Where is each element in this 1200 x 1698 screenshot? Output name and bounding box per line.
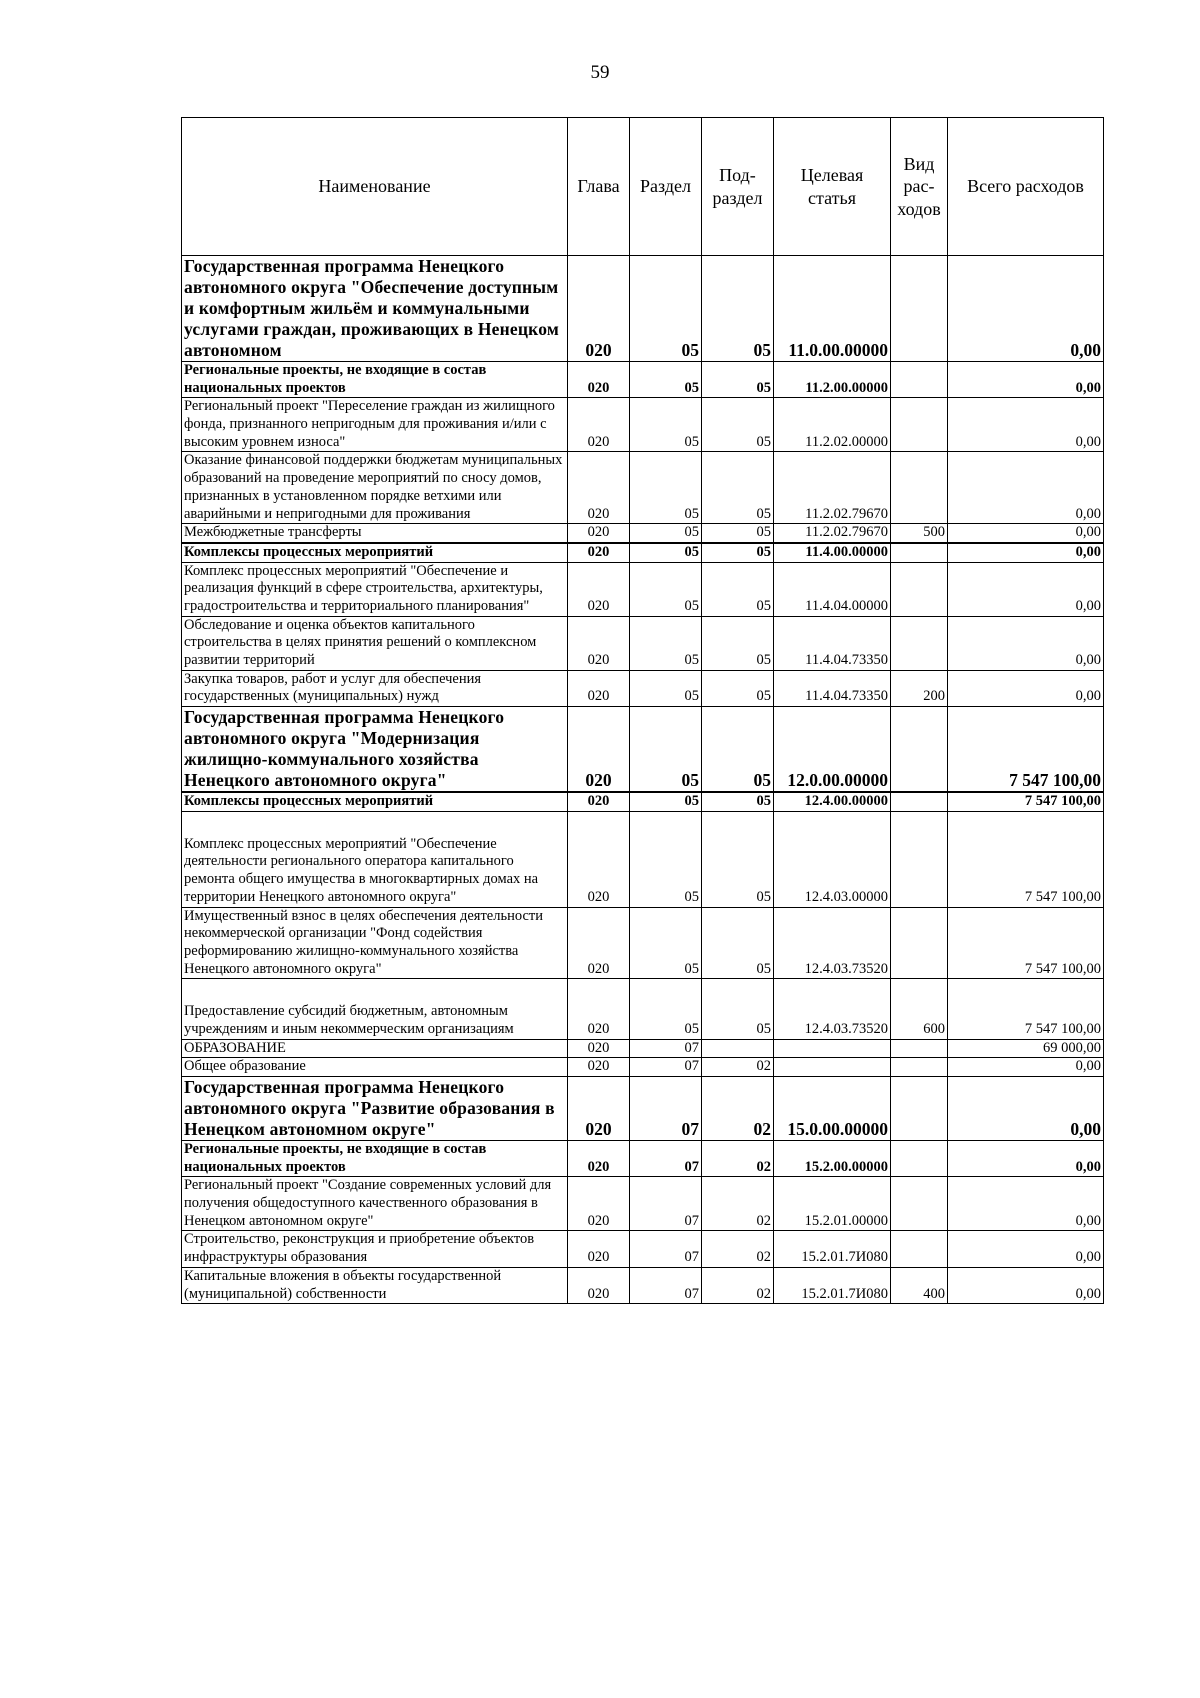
cell-section: 05: [630, 452, 702, 524]
cell-type: [891, 452, 948, 524]
cell-type: 400: [891, 1267, 948, 1303]
table-row: [182, 398, 1104, 452]
cell-name: Комплексы процессных мероприятий: [182, 792, 568, 811]
cell-type: [891, 811, 948, 907]
column-header-chapter: Глава: [568, 118, 630, 256]
column-header-name: Наименование: [182, 118, 568, 256]
table-row: [182, 362, 1104, 398]
cell-chapter: 020: [568, 979, 630, 1039]
table-header-row: [182, 118, 1104, 256]
cell-target: 12.4.03.73520: [774, 979, 891, 1039]
cell-section: 07: [630, 1267, 702, 1303]
cell-section: 05: [630, 670, 702, 706]
cell-type: [891, 1231, 948, 1267]
cell-section: 05: [630, 398, 702, 452]
cell-subsection: 02: [702, 1231, 774, 1267]
cell-section: 05: [630, 979, 702, 1039]
cell-subsection: 05: [702, 670, 774, 706]
cell-section: 05: [630, 907, 702, 979]
cell-target: [774, 1039, 891, 1058]
cell-target: 11.4.00.00000: [774, 543, 891, 562]
cell-chapter: 020: [568, 616, 630, 670]
cell-type: [891, 792, 948, 811]
cell-total: 0,00: [948, 1077, 1104, 1141]
cell-subsection: 05: [702, 979, 774, 1039]
cell-section: 05: [630, 792, 702, 811]
cell-name: Закупка товаров, работ и услуг для обеспечения государственных (муниципальных) нужд: [182, 670, 568, 706]
table-row: [182, 1267, 1104, 1303]
cell-target: [774, 1058, 891, 1077]
cell-type: [891, 1039, 948, 1058]
cell-section: 05: [630, 362, 702, 398]
cell-chapter: 020: [568, 1077, 630, 1141]
cell-section: 07: [630, 1177, 702, 1231]
cell-total: 0,00: [948, 616, 1104, 670]
cell-target: 11.2.00.00000: [774, 362, 891, 398]
cell-type: [891, 1058, 948, 1077]
cell-chapter: 020: [568, 1058, 630, 1077]
cell-target: 12.4.03.73520: [774, 907, 891, 979]
table-row: [182, 1039, 1104, 1058]
table-row: [182, 256, 1104, 362]
cell-name: Капитальные вложения в объекты государственной (муниципальной) собственности: [182, 1267, 568, 1303]
cell-name: Оказание финансовой поддержки бюджетам муниципальных образований на проведение мероприятий по сносу домов, признанных в установленном порядке ветхими или аварийными и непригодными для проживания: [182, 452, 568, 524]
cell-total: 0,00: [948, 398, 1104, 452]
cell-subsection: 05: [702, 707, 774, 793]
cell-total: 7 547 100,00: [948, 792, 1104, 811]
cell-chapter: 020: [568, 707, 630, 793]
cell-total: 0,00: [948, 1141, 1104, 1177]
table-row: [182, 907, 1104, 979]
cell-subsection: 05: [702, 362, 774, 398]
table-row: [182, 1141, 1104, 1177]
cell-chapter: 020: [568, 543, 630, 562]
cell-subsection: 05: [702, 452, 774, 524]
column-header-total: Всего расходов: [948, 118, 1104, 256]
cell-section: 07: [630, 1141, 702, 1177]
cell-name: Комплекс процессных мероприятий "Обеспечение и реализация функций в сфере строительства, архитектуры, градостроительства и территориального планирования": [182, 562, 568, 616]
cell-chapter: 020: [568, 362, 630, 398]
cell-chapter: 020: [568, 452, 630, 524]
table-row: [182, 562, 1104, 616]
cell-name: Строительство, реконструкция и приобретение объектов инфраструктуры образования: [182, 1231, 568, 1267]
cell-type: [891, 616, 948, 670]
table-row: [182, 1177, 1104, 1231]
cell-name: Региональный проект "Создание современных условий для получения общедоступного качественного образования в Ненецком автономном округе": [182, 1177, 568, 1231]
cell-name: Государственная программа Ненецкого автономного округа "Обеспечение доступным и комфортным жильём и коммунальными услугами граждан, проживающих в Ненецком автономном: [182, 256, 568, 362]
cell-chapter: 020: [568, 256, 630, 362]
cell-name: Государственная программа Ненецкого автономного округа "Модернизация жилищно-коммунального хозяйства Ненецкого автономного округа": [182, 707, 568, 793]
cell-type: 600: [891, 979, 948, 1039]
cell-chapter: 020: [568, 670, 630, 706]
cell-subsection: 05: [702, 907, 774, 979]
cell-chapter: 020: [568, 524, 630, 543]
cell-name: Межбюджетные трансферты: [182, 524, 568, 543]
table-body: [182, 256, 1104, 1304]
cell-target: 12.0.00.00000: [774, 707, 891, 793]
column-header-section: Раздел: [630, 118, 702, 256]
cell-total: 0,00: [948, 452, 1104, 524]
cell-total: 0,00: [948, 1058, 1104, 1077]
cell-section: 05: [630, 811, 702, 907]
cell-target: 11.4.04.73350: [774, 616, 891, 670]
cell-section: 05: [630, 562, 702, 616]
cell-subsection: 02: [702, 1077, 774, 1141]
cell-subsection: 05: [702, 616, 774, 670]
cell-target: 11.4.04.73350: [774, 670, 891, 706]
cell-total: 0,00: [948, 256, 1104, 362]
cell-target: 15.0.00.00000: [774, 1077, 891, 1141]
cell-subsection: 05: [702, 398, 774, 452]
cell-section: 05: [630, 707, 702, 793]
cell-name: Общее образование: [182, 1058, 568, 1077]
cell-total: 7 547 100,00: [948, 979, 1104, 1039]
cell-total: 0,00: [948, 524, 1104, 543]
table-row: [182, 707, 1104, 793]
cell-section: 07: [630, 1077, 702, 1141]
cell-chapter: 020: [568, 1039, 630, 1058]
table-row: [182, 543, 1104, 562]
cell-name: Региональный проект "Переселение граждан из жилищного фонда, признанного непригодным для проживания и/или с высоким уровнем износа": [182, 398, 568, 452]
cell-chapter: 020: [568, 811, 630, 907]
cell-subsection: 05: [702, 792, 774, 811]
page-number: 59: [590, 62, 610, 83]
table-row: [182, 616, 1104, 670]
cell-target: 11.2.02.79670: [774, 524, 891, 543]
cell-total: 0,00: [948, 562, 1104, 616]
cell-chapter: 020: [568, 907, 630, 979]
table-row: [182, 1231, 1104, 1267]
cell-name: Предоставление субсидий бюджетным, автономным учреждениям и иным некоммерческим организациям: [182, 979, 568, 1039]
cell-subsection: 05: [702, 524, 774, 543]
cell-type: 500: [891, 524, 948, 543]
cell-name: Имущественный взнос в целях обеспечения деятельности некоммерческой организации "Фонд содействия реформированию жилищно-коммунального хозяйства Ненецкого автономного округа": [182, 907, 568, 979]
cell-total: 0,00: [948, 1231, 1104, 1267]
cell-name: Региональные проекты, не входящие в состав национальных проектов: [182, 362, 568, 398]
column-header-type: Вид рас-ходов: [891, 118, 948, 256]
cell-type: 200: [891, 670, 948, 706]
table-row: [182, 811, 1104, 907]
cell-subsection: 02: [702, 1141, 774, 1177]
cell-subsection: 02: [702, 1177, 774, 1231]
column-header-subsection: Под-раздел: [702, 118, 774, 256]
cell-total: 0,00: [948, 362, 1104, 398]
cell-section: 07: [630, 1039, 702, 1058]
cell-type: [891, 1177, 948, 1231]
cell-name: Региональные проекты, не входящие в состав национальных проектов: [182, 1141, 568, 1177]
cell-total: 69 000,00: [948, 1039, 1104, 1058]
cell-chapter: 020: [568, 1231, 630, 1267]
cell-total: 7 547 100,00: [948, 811, 1104, 907]
cell-chapter: 020: [568, 398, 630, 452]
cell-subsection: [702, 1039, 774, 1058]
cell-type: [891, 1141, 948, 1177]
table-row: [182, 524, 1104, 543]
cell-target: 11.0.00.00000: [774, 256, 891, 362]
cell-target: 15.2.01.00000: [774, 1177, 891, 1231]
cell-chapter: 020: [568, 1177, 630, 1231]
cell-total: 7 547 100,00: [948, 707, 1104, 793]
cell-total: 0,00: [948, 1267, 1104, 1303]
budget-table: [181, 117, 1104, 1304]
cell-target: 15.2.00.00000: [774, 1141, 891, 1177]
cell-target: 11.4.04.00000: [774, 562, 891, 616]
cell-type: [891, 907, 948, 979]
cell-total: 0,00: [948, 670, 1104, 706]
cell-chapter: 020: [568, 1141, 630, 1177]
cell-chapter: 020: [568, 1267, 630, 1303]
cell-section: 05: [630, 256, 702, 362]
cell-target: 12.4.00.00000: [774, 792, 891, 811]
cell-name: Обследование и оценка объектов капитального строительства в целях принятия решений о комплексном развитии территорий: [182, 616, 568, 670]
cell-section: 07: [630, 1231, 702, 1267]
cell-type: [891, 362, 948, 398]
cell-target: 11.2.02.00000: [774, 398, 891, 452]
cell-subsection: 02: [702, 1058, 774, 1077]
cell-subsection: 05: [702, 811, 774, 907]
cell-name: Государственная программа Ненецкого автономного округа "Развитие образования в Ненецком автономном округе": [182, 1077, 568, 1141]
cell-type: [891, 562, 948, 616]
cell-section: 05: [630, 543, 702, 562]
table-row: [182, 979, 1104, 1039]
cell-name: Комплекс процессных мероприятий "Обеспечение деятельности регионального оператора капитального ремонта общего имущества в многоквартирных домах на территории Ненецкого автономного округа": [182, 811, 568, 907]
cell-target: 11.2.02.79670: [774, 452, 891, 524]
cell-subsection: 05: [702, 562, 774, 616]
cell-total: 0,00: [948, 543, 1104, 562]
cell-type: [891, 256, 948, 362]
cell-type: [891, 707, 948, 793]
cell-target: 15.2.01.7И080: [774, 1267, 891, 1303]
cell-chapter: 020: [568, 792, 630, 811]
cell-name: Комплексы процессных мероприятий: [182, 543, 568, 562]
table-row: [182, 452, 1104, 524]
cell-section: 05: [630, 524, 702, 543]
cell-section: 05: [630, 616, 702, 670]
column-header-target: Целевая статья: [774, 118, 891, 256]
cell-subsection: 05: [702, 543, 774, 562]
cell-chapter: 020: [568, 562, 630, 616]
cell-section: 07: [630, 1058, 702, 1077]
table-row: [182, 1077, 1104, 1141]
cell-subsection: 02: [702, 1267, 774, 1303]
table-row: [182, 670, 1104, 706]
cell-total: 0,00: [948, 1177, 1104, 1231]
cell-type: [891, 398, 948, 452]
cell-type: [891, 1077, 948, 1141]
cell-subsection: 05: [702, 256, 774, 362]
cell-total: 7 547 100,00: [948, 907, 1104, 979]
table-row: [182, 1058, 1104, 1077]
cell-type: [891, 543, 948, 562]
cell-name: ОБРАЗОВАНИЕ: [182, 1039, 568, 1058]
table-row: [182, 792, 1104, 811]
cell-target: 15.2.01.7И080: [774, 1231, 891, 1267]
cell-target: 12.4.03.00000: [774, 811, 891, 907]
